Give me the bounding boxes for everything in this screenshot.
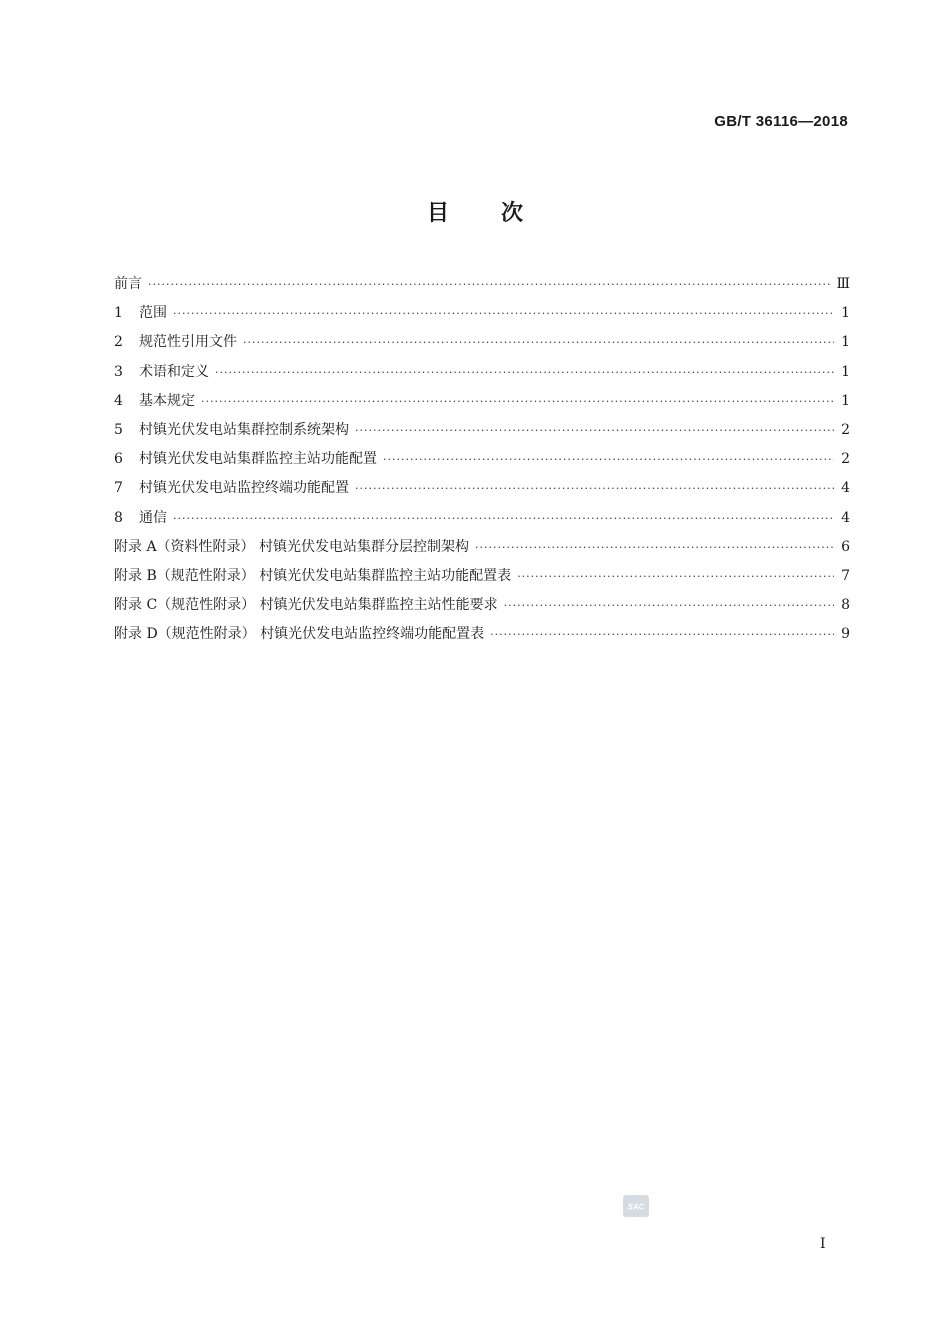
toc-entry-label: 通信 (139, 509, 167, 526)
watermark-text: SAC (627, 1202, 645, 1212)
toc-entry-label: 村镇光伏发电站集群监控主站功能配置 (139, 451, 377, 468)
toc-entry-label: 附录 A（资料性附录） 村镇光伏发电站集群分层控制架构 (114, 538, 470, 555)
toc-entry-page: 4 (841, 480, 850, 497)
toc-entry-appendix-b[interactable] (114, 562, 850, 591)
toc-dot-leader (215, 358, 834, 387)
toc-entry-scope[interactable] (114, 299, 850, 328)
toc-entry-label: 附录 D（规范性附录） 村镇光伏发电站监控终端功能配置表 (114, 626, 485, 643)
toc-entry-page: 9 (841, 626, 850, 643)
toc-entry-normative-references[interactable] (114, 328, 850, 357)
toc-dot-leader (173, 504, 834, 533)
page-number: Ⅰ (820, 1236, 826, 1252)
toc-entry-appendix-d[interactable] (114, 620, 850, 649)
title-char-2: 次 (501, 201, 524, 226)
standard-code: GB/T 36116—2018 (714, 113, 848, 130)
toc-entry-page: 1 (841, 334, 850, 351)
toc-entry-label: 前言 (114, 276, 142, 292)
toc-entry-page: 1 (841, 305, 850, 322)
toc-entry-page: 2 (841, 421, 850, 438)
toc-entry-label: 附录 B（规范性附录） 村镇光伏发电站集群监控主站功能配置表 (114, 567, 512, 584)
toc-dot-leader (383, 445, 834, 474)
toc-entry-number: 7 (114, 480, 123, 497)
toc-entry-page: 4 (841, 509, 850, 526)
toc-dot-leader (201, 387, 834, 416)
toc-entry-number: 6 (114, 451, 123, 468)
toc-entry-label: 术语和定义 (139, 363, 209, 380)
toc-entry-appendix-a[interactable] (114, 533, 850, 562)
toc-entry-number: 1 (114, 305, 123, 322)
toc-entry-page: 6 (841, 538, 850, 555)
toc-entry-terminal-config[interactable] (114, 474, 850, 503)
toc-entry-number: 2 (114, 334, 123, 351)
toc-entry-label: 村镇光伏发电站监控终端功能配置 (139, 480, 349, 497)
toc-entry-master-station-config[interactable] (114, 445, 850, 474)
toc-entry-foreword[interactable] (114, 270, 850, 299)
toc-entry-page: 1 (841, 363, 850, 380)
toc-dot-leader (355, 474, 834, 503)
toc-entry-page: Ⅲ (836, 276, 850, 292)
toc-entry-page: 2 (841, 451, 850, 468)
toc-entry-number: 4 (114, 392, 123, 409)
sac-watermark-logo (622, 1194, 650, 1218)
toc-entry-label: 规范性引用文件 (139, 334, 237, 351)
toc-dot-leader (148, 270, 830, 299)
toc-entry-page: 7 (841, 567, 850, 584)
toc-entry-page: 1 (841, 392, 850, 409)
toc-dot-leader (243, 328, 834, 357)
toc-entry-appendix-c[interactable] (114, 591, 850, 620)
toc-dot-leader (173, 299, 834, 328)
toc-entry-basic-provisions[interactable] (114, 387, 850, 416)
title-char-1: 目 (426, 201, 449, 226)
toc-entry-page: 8 (841, 597, 850, 614)
toc-dot-leader (504, 591, 834, 620)
toc-entry-terms-definitions[interactable] (114, 358, 850, 387)
toc-dot-leader (517, 562, 834, 591)
page-title (0, 196, 950, 227)
toc-entry-number: 8 (114, 509, 123, 526)
toc-dot-leader (355, 416, 834, 445)
toc-entry-label: 范围 (139, 305, 167, 322)
toc-entry-number: 5 (114, 421, 123, 438)
toc-dot-leader (490, 620, 834, 649)
toc-entry-number: 3 (114, 363, 123, 380)
toc-entry-label: 附录 C（规范性附录） 村镇光伏发电站集群监控主站性能要求 (114, 597, 498, 614)
table-of-contents (114, 270, 850, 649)
toc-entry-label: 基本规定 (139, 392, 195, 409)
toc-dot-leader (475, 533, 834, 562)
toc-entry-communication[interactable] (114, 504, 850, 533)
toc-entry-system-architecture[interactable] (114, 416, 850, 445)
toc-entry-label: 村镇光伏发电站集群控制系统架构 (139, 421, 349, 438)
